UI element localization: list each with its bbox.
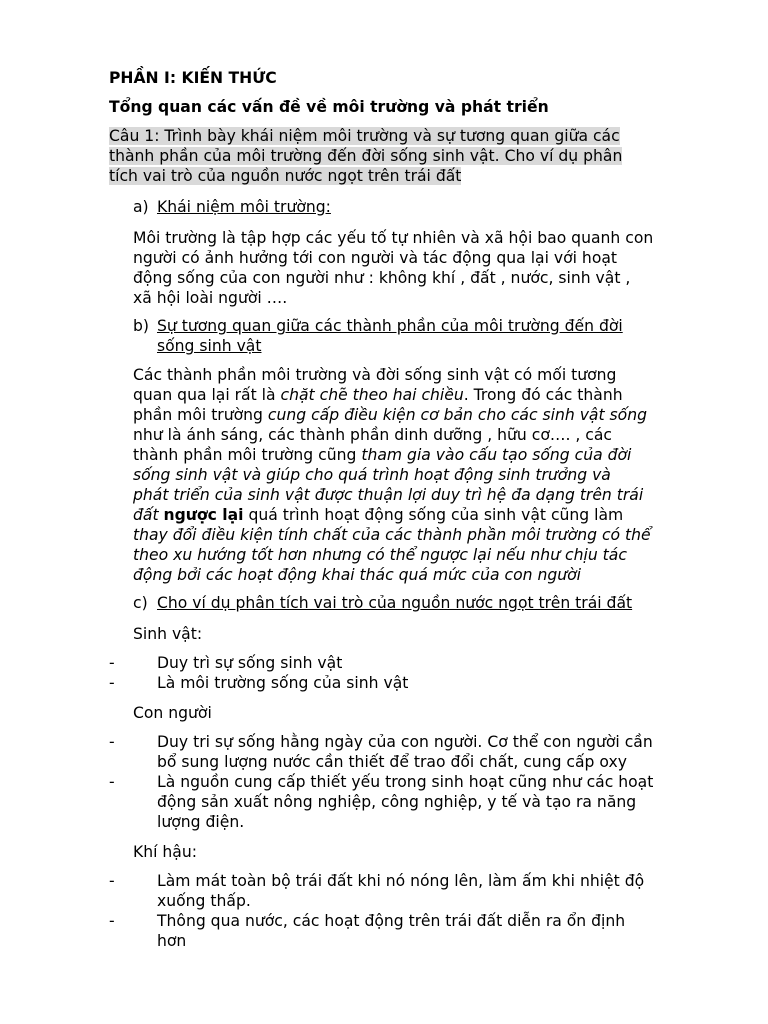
- bullet-line: Duy tri sự sống hằng ngày của con người. Cơ thể con người cần: [157, 733, 653, 751]
- paragraph-b: [133, 365, 693, 585]
- paragraph-line: động sống của con người như : không khí , đất , nước, sinh vật ,: [133, 269, 631, 287]
- italic-run: phát triển của sinh vật được thuận lợi duy trì hệ đa dạng trên trái: [133, 486, 644, 504]
- paragraph-line: người có ảnh hưởng tới con người và tác động qua lại với hoạt: [133, 249, 618, 267]
- question-line: tích vai trò của nguồn nước ngọt trên trái đất: [109, 167, 462, 185]
- bold-run: ngược lại: [163, 506, 244, 524]
- paragraph-line: [133, 545, 693, 565]
- paragraph-line: Các thành phần môi trường và đời sống sinh vật có mối tương: [133, 366, 617, 384]
- bullet-dash: -: [109, 674, 115, 692]
- paragraph-line: như là ánh sáng, các thành phần dinh dưỡng , hữu cơ…. , các: [133, 426, 612, 444]
- bullet-dash: -: [109, 733, 115, 751]
- group-heading: Sinh vật:: [133, 625, 203, 643]
- italic-run: sống sinh vật và giúp cho quá trình hoạt động sinh trưởng và: [133, 466, 611, 484]
- bullet-dash: -: [109, 654, 115, 672]
- subheading-title: Khái niệm môi trường:: [157, 198, 331, 216]
- text-run: quan qua lại rất là: [133, 386, 281, 404]
- subheading-a: [133, 197, 331, 217]
- paragraph-line: [133, 405, 693, 425]
- paragraph-line: xã hội loài người ….: [133, 289, 288, 307]
- text-run: quá trình hoạt động sống của sinh vật cũng làm: [243, 506, 624, 524]
- group-heading: Khí hậu:: [133, 843, 197, 861]
- subheading-label: c): [133, 594, 148, 612]
- bullet-line: Là môi trường sống của sinh vật: [157, 674, 409, 692]
- italic-run: tham gia vào cấu tạo sống của đời: [361, 446, 632, 464]
- subheading-title-cont: sống sinh vật: [157, 337, 262, 355]
- bullet-item: [109, 911, 693, 951]
- bullet-item: [109, 871, 693, 911]
- italic-run: đất: [133, 506, 164, 524]
- subheading-label: b): [133, 317, 149, 335]
- subheading-title: Sự tương quan giữa các thành phần của môi trường đến đời: [157, 317, 623, 335]
- italic-run: thay đổi điều kiện tính chất của các thành phần môi trường có thể: [133, 526, 651, 544]
- question-line: thành phần của môi trường đến đời sống sinh vật. Cho ví dụ phân: [109, 147, 623, 165]
- bullet-line: Làm mát toàn bộ trái đất khi nó nóng lên, làm ấm khi nhiệt độ: [157, 872, 645, 890]
- bullet-line: Duy trì sự sống sinh vật: [157, 654, 343, 672]
- bullet-line: lượng điện.: [157, 813, 245, 831]
- bullet-line: Thông qua nước, các hoạt động trên trái đất diễn ra ổn định: [157, 912, 626, 930]
- group-heading: Con người: [133, 704, 212, 722]
- bullet-dash: -: [109, 872, 115, 890]
- bullet-item: [109, 673, 693, 693]
- paragraph-line: [133, 485, 693, 505]
- text-run: phần môi trường: [133, 406, 268, 424]
- subheading-label: a): [133, 198, 149, 216]
- bullet-line: hơn: [157, 932, 187, 950]
- paragraph-a: [133, 228, 693, 308]
- bullet-dash: -: [109, 773, 115, 791]
- italic-run: cung cấp điều kiện cơ bản cho các sinh vật sống: [267, 406, 647, 424]
- bullet-item: [109, 772, 693, 832]
- bullet-line: động sản xuất nông nghiệp, công nghiệp, y tế và tạo ra năng: [157, 793, 637, 811]
- subheading-title: Cho ví dụ phân tích vai trò của nguồn nước ngọt trên trái đất: [157, 594, 633, 612]
- italic-run: theo xu hướng tốt hơn nhưng có thể ngược lại nếu như chịu tác: [133, 546, 627, 564]
- paragraph-line: [133, 505, 693, 525]
- subheading-c: [133, 593, 632, 613]
- part-title: PHẦN I: KIẾN THỨC: [109, 69, 277, 87]
- italic-run: động bởi các hoạt động khai thác quá mức của con người: [133, 566, 581, 584]
- bullet-line: xuống thấp.: [157, 892, 251, 910]
- bullet-line: Là nguồn cung cấp thiết yếu trong sinh hoạt cũng như các hoạt: [157, 773, 654, 791]
- paragraph-line: [133, 525, 693, 545]
- paragraph-line: [133, 445, 693, 465]
- bullet-dash: -: [109, 912, 115, 930]
- paragraph-line: [133, 565, 693, 585]
- bullet-line: bổ sung lượng nước cần thiết để trao đổi chất, cung cấp oxy: [157, 753, 627, 771]
- paragraph-line: [133, 465, 693, 485]
- paragraph-line: Môi trường là tập hợp các yếu tố tự nhiên và xã hội bao quanh con: [133, 229, 654, 247]
- question-line: Câu 1: Trình bày khái niệm môi trường và sự tương quan giữa các: [109, 127, 620, 145]
- subheading-b: [133, 316, 623, 356]
- section-title: Tổng quan các vấn đề về môi trường và phát triển: [109, 98, 549, 116]
- bullet-item: [109, 732, 693, 772]
- italic-run: chặt chẽ theo hai chiều: [280, 386, 464, 404]
- text-run: thành phần môi trường cũng: [133, 446, 362, 464]
- text-run: . Trong đó các thành: [463, 386, 623, 404]
- paragraph-line: [133, 385, 693, 405]
- bullet-item: [109, 653, 693, 673]
- question-block: [109, 126, 664, 186]
